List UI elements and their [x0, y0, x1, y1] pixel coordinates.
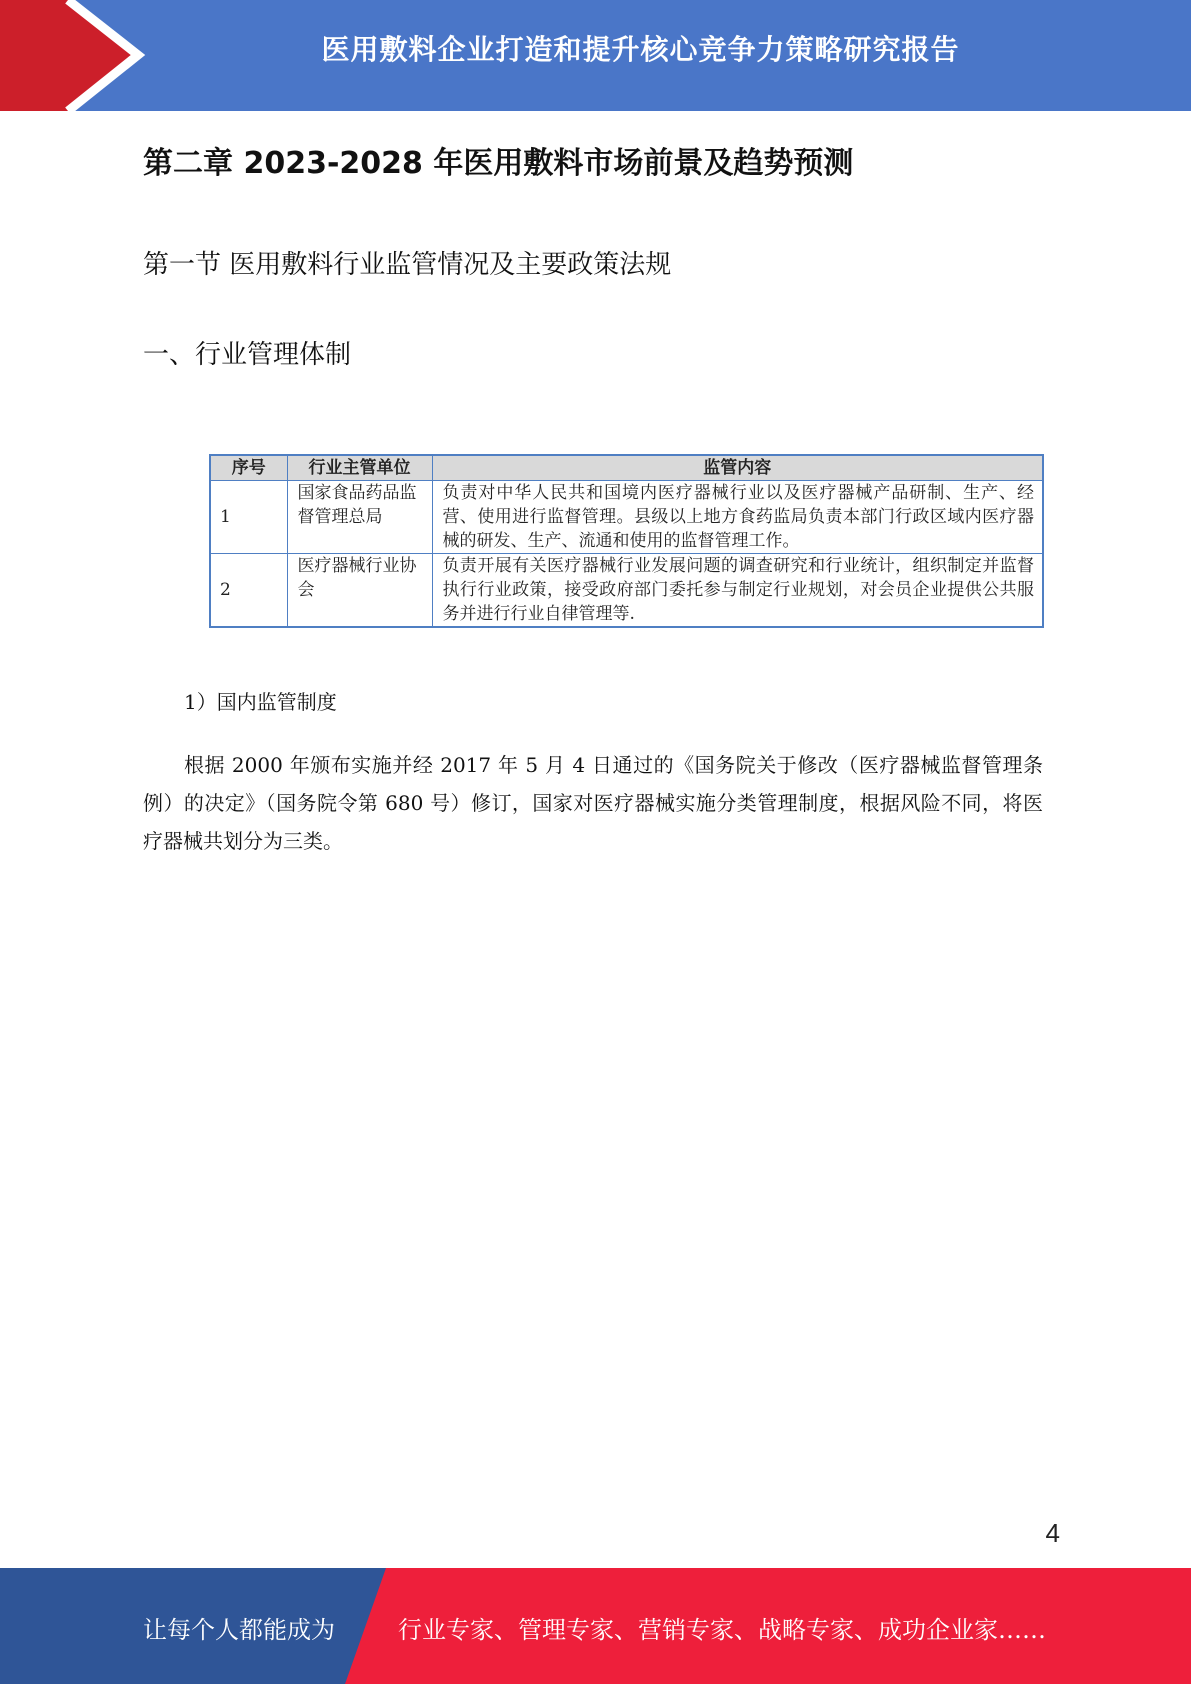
- body-paragraph: 根据 2000 年颁布实施并经 2017 年 5 月 4 日通过的《国务院关于修改（医疗器械监督管理条例）的决定》（国务院令第 680 号）修订，国家对医疗器械实施分类管理制度，根据风险不同，将医疗器械共划分为三类。: [143, 753, 1043, 853]
- page-number: 4: [1045, 1518, 1060, 1548]
- header-content: 监管内容: [432, 455, 1043, 481]
- header-arrow-decoration: [0, 0, 160, 111]
- header-banner: [0, 0, 1191, 111]
- row-content: 负责对中华人民共和国境内医疗器械行业以及医疗器械产品研制、生产、经营、使用进行监督管理。县级以上地方食药监局负责本部门行政区域内医疗器械的研发、生产、流通和使用的监督管理工作。: [432, 481, 1043, 554]
- chapter-title: 第二章 2023-2028 年医用敷料市场前景及趋势预测: [143, 146, 854, 181]
- row-unit: 国家食品药品监督管理总局: [287, 481, 432, 554]
- row-unit: 医疗器械行业协会: [287, 554, 432, 628]
- table-row: [210, 554, 1043, 628]
- subheading-domestic-regulation: 1）国内监管制度: [184, 690, 337, 714]
- section-title: 第一节 医用敷料行业监管情况及主要政策法规: [143, 250, 672, 280]
- table-header-row: [210, 455, 1043, 481]
- regulator-table: [209, 454, 1044, 628]
- row-no: 2: [210, 554, 287, 628]
- row-content: 负责开展有关医疗器械行业发展问题的调查研究和行业统计，组织制定并监督执行行业政策，接受政府部门委托参与制定行业规划，对会员企业提供公共服务并进行行业自律管理等.: [432, 554, 1043, 628]
- footer-slogan-right: 行业专家、管理专家、营销专家、战略专家、成功企业家……: [398, 1616, 1046, 1644]
- header-no: 序号: [210, 455, 287, 481]
- header-unit: 行业主管单位: [287, 455, 432, 481]
- table-row: [210, 481, 1043, 554]
- footer-slogan-left: 让每个人都能成为: [143, 1616, 335, 1644]
- subsection-title: 一、行业管理体制: [143, 340, 352, 370]
- footer-banner: [0, 1568, 1191, 1684]
- report-title: 医用敷料企业打造和提升核心竞争力策略研究报告: [321, 33, 960, 66]
- row-no: 1: [210, 481, 287, 554]
